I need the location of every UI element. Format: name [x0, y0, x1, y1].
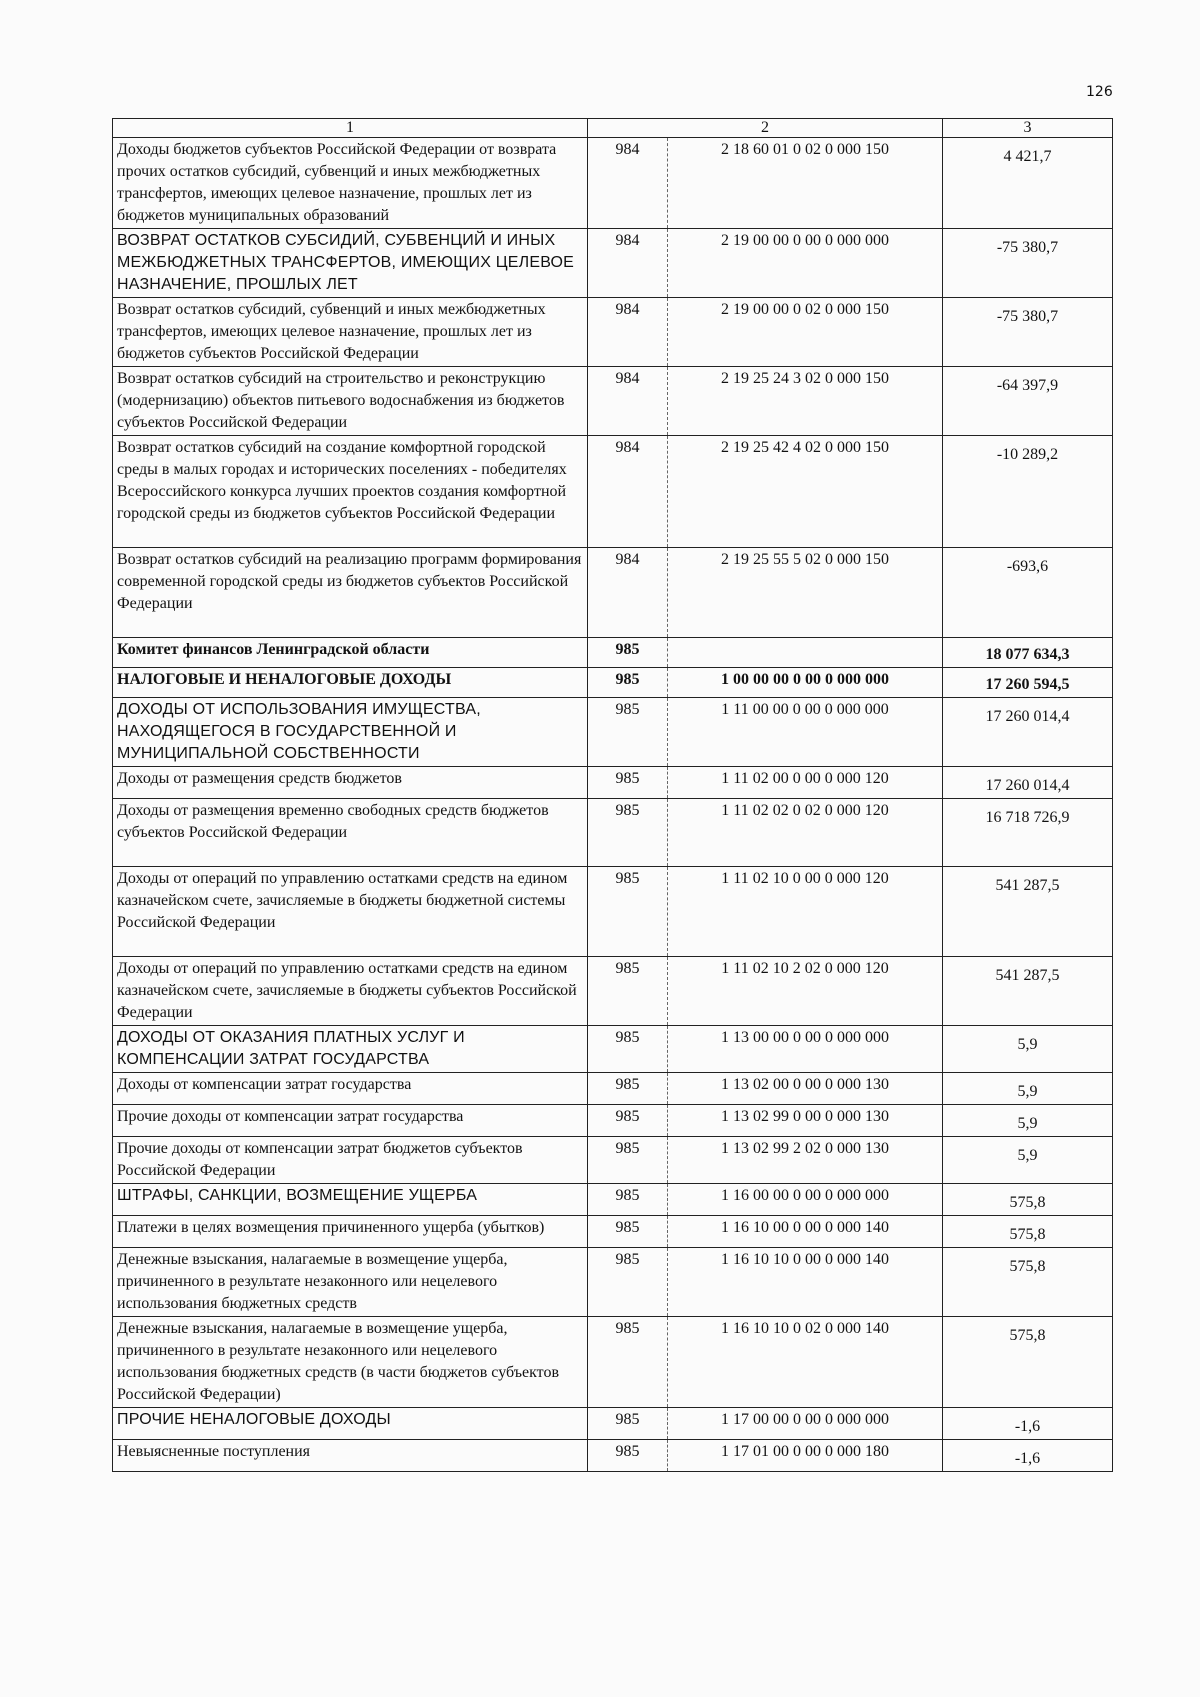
- row-admin-code-cell: 985: [588, 1184, 668, 1216]
- row-budget-code-cell: 2 19 00 00 0 02 0 000 150: [668, 298, 943, 367]
- row-amount-cell: -1,6: [943, 1440, 1113, 1472]
- row-name-cell: ДОХОДЫ ОТ ОКАЗАНИЯ ПЛАТНЫХ УСЛУГ И КОМПЕНСАЦИИ ЗАТРАТ ГОСУДАРСТВА: [113, 1026, 588, 1073]
- row-admin-code-cell: 985: [588, 1317, 668, 1408]
- table-body: [113, 119, 1113, 1472]
- row-admin-code-cell: 984: [588, 298, 668, 367]
- row-budget-code-cell: 1 13 02 99 2 02 0 000 130: [668, 1137, 943, 1184]
- row-budget-code-cell: [668, 638, 943, 668]
- row-budget-code-cell: 1 17 01 00 0 00 0 000 180: [668, 1440, 943, 1472]
- row-budget-code-cell: 1 11 02 10 2 02 0 000 120: [668, 957, 943, 1026]
- row-budget-code-cell: 1 11 02 02 0 02 0 000 120: [668, 799, 943, 867]
- row-admin-code-cell: 985: [588, 638, 668, 668]
- row-name-cell: Доходы от размещения временно свободных средств бюджетов субъектов Российской Федерации: [113, 799, 588, 867]
- row-amount-cell: 4 421,7: [943, 138, 1113, 229]
- table-row: [113, 638, 1113, 668]
- row-admin-code-cell: 985: [588, 1216, 668, 1248]
- table-row: [113, 1184, 1113, 1216]
- row-name-cell: Невыясненные поступления: [113, 1440, 588, 1472]
- row-name-cell: Прочие доходы от компенсации затрат государства: [113, 1105, 588, 1137]
- row-amount-cell: 575,8: [943, 1248, 1113, 1317]
- row-amount-cell: 541 287,5: [943, 867, 1113, 957]
- row-amount-cell: -1,6: [943, 1408, 1113, 1440]
- row-admin-code-cell: 985: [588, 767, 668, 799]
- table-row: [113, 1073, 1113, 1105]
- row-budget-code-cell: 1 11 02 10 0 00 0 000 120: [668, 867, 943, 957]
- row-admin-code-cell: 984: [588, 367, 668, 436]
- row-admin-code-cell: 984: [588, 138, 668, 229]
- row-admin-code-cell: 985: [588, 957, 668, 1026]
- header-col-3: 3: [943, 119, 1113, 138]
- row-admin-code-cell: 984: [588, 548, 668, 638]
- row-admin-code-cell: 985: [588, 1026, 668, 1073]
- row-amount-cell: 17 260 594,5: [943, 668, 1113, 698]
- row-name-cell: Возврат остатков субсидий на создание комфортной городской среды в малых городах и исторических поселениях - победителях Всероссийского конкурса лучших проектов создания комфортной городской среды из бюджетов субъектов Российской Федерации: [113, 436, 588, 548]
- row-name-cell: Денежные взыскания, налагаемые в возмещение ущерба, причиненного в результате незаконного или нецелевого использования бюджетных средств: [113, 1248, 588, 1317]
- row-amount-cell: 541 287,5: [943, 957, 1113, 1026]
- row-budget-code-cell: 1 13 00 00 0 00 0 000 000: [668, 1026, 943, 1073]
- row-budget-code-cell: 1 11 00 00 0 00 0 000 000: [668, 698, 943, 767]
- row-amount-cell: 5,9: [943, 1073, 1113, 1105]
- row-amount-cell: 17 260 014,4: [943, 698, 1113, 767]
- row-budget-code-cell: 2 19 00 00 0 00 0 000 000: [668, 229, 943, 298]
- row-amount-cell: -75 380,7: [943, 229, 1113, 298]
- row-name-cell: Доходы от компенсации затрат государства: [113, 1073, 588, 1105]
- row-admin-code-cell: 985: [588, 1440, 668, 1472]
- row-name-cell: Доходы от размещения средств бюджетов: [113, 767, 588, 799]
- table-row: [113, 138, 1113, 229]
- row-budget-code-cell: 2 18 60 01 0 02 0 000 150: [668, 138, 943, 229]
- row-admin-code-cell: 984: [588, 229, 668, 298]
- row-name-cell: Платежи в целях возмещения причиненного ущерба (убытков): [113, 1216, 588, 1248]
- row-name-cell: ПРОЧИЕ НЕНАЛОГОВЫЕ ДОХОДЫ: [113, 1408, 588, 1440]
- row-admin-code-cell: 985: [588, 1105, 668, 1137]
- row-budget-code-cell: 2 19 25 55 5 02 0 000 150: [668, 548, 943, 638]
- row-budget-code-cell: 1 16 10 10 0 02 0 000 140: [668, 1317, 943, 1408]
- row-admin-code-cell: 985: [588, 1137, 668, 1184]
- row-budget-code-cell: 1 13 02 99 0 00 0 000 130: [668, 1105, 943, 1137]
- row-amount-cell: 575,8: [943, 1216, 1113, 1248]
- table-row: [113, 799, 1113, 867]
- row-name-cell: Возврат остатков субсидий на реализацию программ формирования современной городской среды из бюджетов субъектов Российской Федерации: [113, 548, 588, 638]
- table-row: [113, 767, 1113, 799]
- table-row: [113, 867, 1113, 957]
- header-col-1: 1: [113, 119, 588, 138]
- budget-revenue-table: [112, 118, 1113, 1472]
- row-admin-code-cell: 984: [588, 436, 668, 548]
- row-name-cell: Доходы бюджетов субъектов Российской Федерации от возврата прочих остатков субсидий, субвенций и иных межбюджетных трансфертов, имеющих целевое назначение, прошлых лет из бюджетов муниципальных образований: [113, 138, 588, 229]
- row-name-cell: Возврат остатков субсидий, субвенций и иных межбюджетных трансфертов, имеющих целевое назначение, прошлых лет из бюджетов субъектов Российской Федерации: [113, 298, 588, 367]
- row-amount-cell: 18 077 634,3: [943, 638, 1113, 668]
- table-row: [113, 1216, 1113, 1248]
- table-row: [113, 298, 1113, 367]
- table-row: [113, 1248, 1113, 1317]
- row-admin-code-cell: 985: [588, 698, 668, 767]
- table-row: [113, 1105, 1113, 1137]
- table-row: [113, 1137, 1113, 1184]
- row-budget-code-cell: 1 16 10 10 0 00 0 000 140: [668, 1248, 943, 1317]
- row-budget-code-cell: 1 11 02 00 0 00 0 000 120: [668, 767, 943, 799]
- row-amount-cell: 575,8: [943, 1184, 1113, 1216]
- table-row: [113, 1026, 1113, 1073]
- row-amount-cell: 5,9: [943, 1026, 1113, 1073]
- table-header-row: [113, 119, 1113, 138]
- row-amount-cell: -64 397,9: [943, 367, 1113, 436]
- table-row: [113, 548, 1113, 638]
- row-amount-cell: 17 260 014,4: [943, 767, 1113, 799]
- row-amount-cell: 5,9: [943, 1105, 1113, 1137]
- row-amount-cell: 5,9: [943, 1137, 1113, 1184]
- row-name-cell: Возврат остатков субсидий на строительство и реконструкцию (модернизацию) объектов питьевого водоснабжения из бюджетов субъектов Российской Федерации: [113, 367, 588, 436]
- row-name-cell: Комитет финансов Ленинградской области: [113, 638, 588, 668]
- row-budget-code-cell: 1 16 00 00 0 00 0 000 000: [668, 1184, 943, 1216]
- row-admin-code-cell: 985: [588, 1248, 668, 1317]
- table-row: [113, 668, 1113, 698]
- table-row: [113, 1317, 1113, 1408]
- row-name-cell: ДОХОДЫ ОТ ИСПОЛЬЗОВАНИЯ ИМУЩЕСТВА, НАХОДЯЩЕГОСЯ В ГОСУДАРСТВЕННОЙ И МУНИЦИПАЛЬНОЙ СОБСТВЕННОСТИ: [113, 698, 588, 767]
- row-amount-cell: -75 380,7: [943, 298, 1113, 367]
- row-budget-code-cell: 1 17 00 00 0 00 0 000 000: [668, 1408, 943, 1440]
- row-budget-code-cell: 1 00 00 00 0 00 0 000 000: [668, 668, 943, 698]
- table-row: [113, 957, 1113, 1026]
- row-admin-code-cell: 985: [588, 1408, 668, 1440]
- page-number: 126: [1086, 84, 1113, 100]
- row-name-cell: НАЛОГОВЫЕ И НЕНАЛОГОВЫЕ ДОХОДЫ: [113, 668, 588, 698]
- row-admin-code-cell: 985: [588, 668, 668, 698]
- table-row: [113, 1408, 1113, 1440]
- header-col-2: 2: [588, 119, 943, 138]
- row-admin-code-cell: 985: [588, 1073, 668, 1105]
- row-name-cell: Денежные взыскания, налагаемые в возмещение ущерба, причиненного в результате незаконного или нецелевого использования бюджетных средств (в части бюджетов субъектов Российской Федерации): [113, 1317, 588, 1408]
- table-row: [113, 1440, 1113, 1472]
- row-amount-cell: -10 289,2: [943, 436, 1113, 548]
- row-name-cell: ШТРАФЫ, САНКЦИИ, ВОЗМЕЩЕНИЕ УЩЕРБА: [113, 1184, 588, 1216]
- row-name-cell: ВОЗВРАТ ОСТАТКОВ СУБСИДИЙ, СУБВЕНЦИЙ И ИНЫХ МЕЖБЮДЖЕТНЫХ ТРАНСФЕРТОВ, ИМЕЮЩИХ ЦЕЛЕВОЕ НАЗНАЧЕНИЕ, ПРОШЛЫХ ЛЕТ: [113, 229, 588, 298]
- row-budget-code-cell: 1 16 10 00 0 00 0 000 140: [668, 1216, 943, 1248]
- row-budget-code-cell: 1 13 02 00 0 00 0 000 130: [668, 1073, 943, 1105]
- row-amount-cell: 575,8: [943, 1317, 1113, 1408]
- table-row: [113, 229, 1113, 298]
- row-admin-code-cell: 985: [588, 799, 668, 867]
- row-admin-code-cell: 985: [588, 867, 668, 957]
- table-row: [113, 436, 1113, 548]
- row-name-cell: Доходы от операций по управлению остатками средств на едином казначейском счете, зачисляемые в бюджеты субъектов Российской Федерации: [113, 957, 588, 1026]
- row-amount-cell: 16 718 726,9: [943, 799, 1113, 867]
- table-row: [113, 698, 1113, 767]
- row-budget-code-cell: 2 19 25 24 3 02 0 000 150: [668, 367, 943, 436]
- row-name-cell: Доходы от операций по управлению остатками средств на едином казначейском счете, зачисляемые в бюджеты бюджетной системы Российской Федерации: [113, 867, 588, 957]
- row-budget-code-cell: 2 19 25 42 4 02 0 000 150: [668, 436, 943, 548]
- row-name-cell: Прочие доходы от компенсации затрат бюджетов субъектов Российской Федерации: [113, 1137, 588, 1184]
- table-row: [113, 367, 1113, 436]
- row-amount-cell: -693,6: [943, 548, 1113, 638]
